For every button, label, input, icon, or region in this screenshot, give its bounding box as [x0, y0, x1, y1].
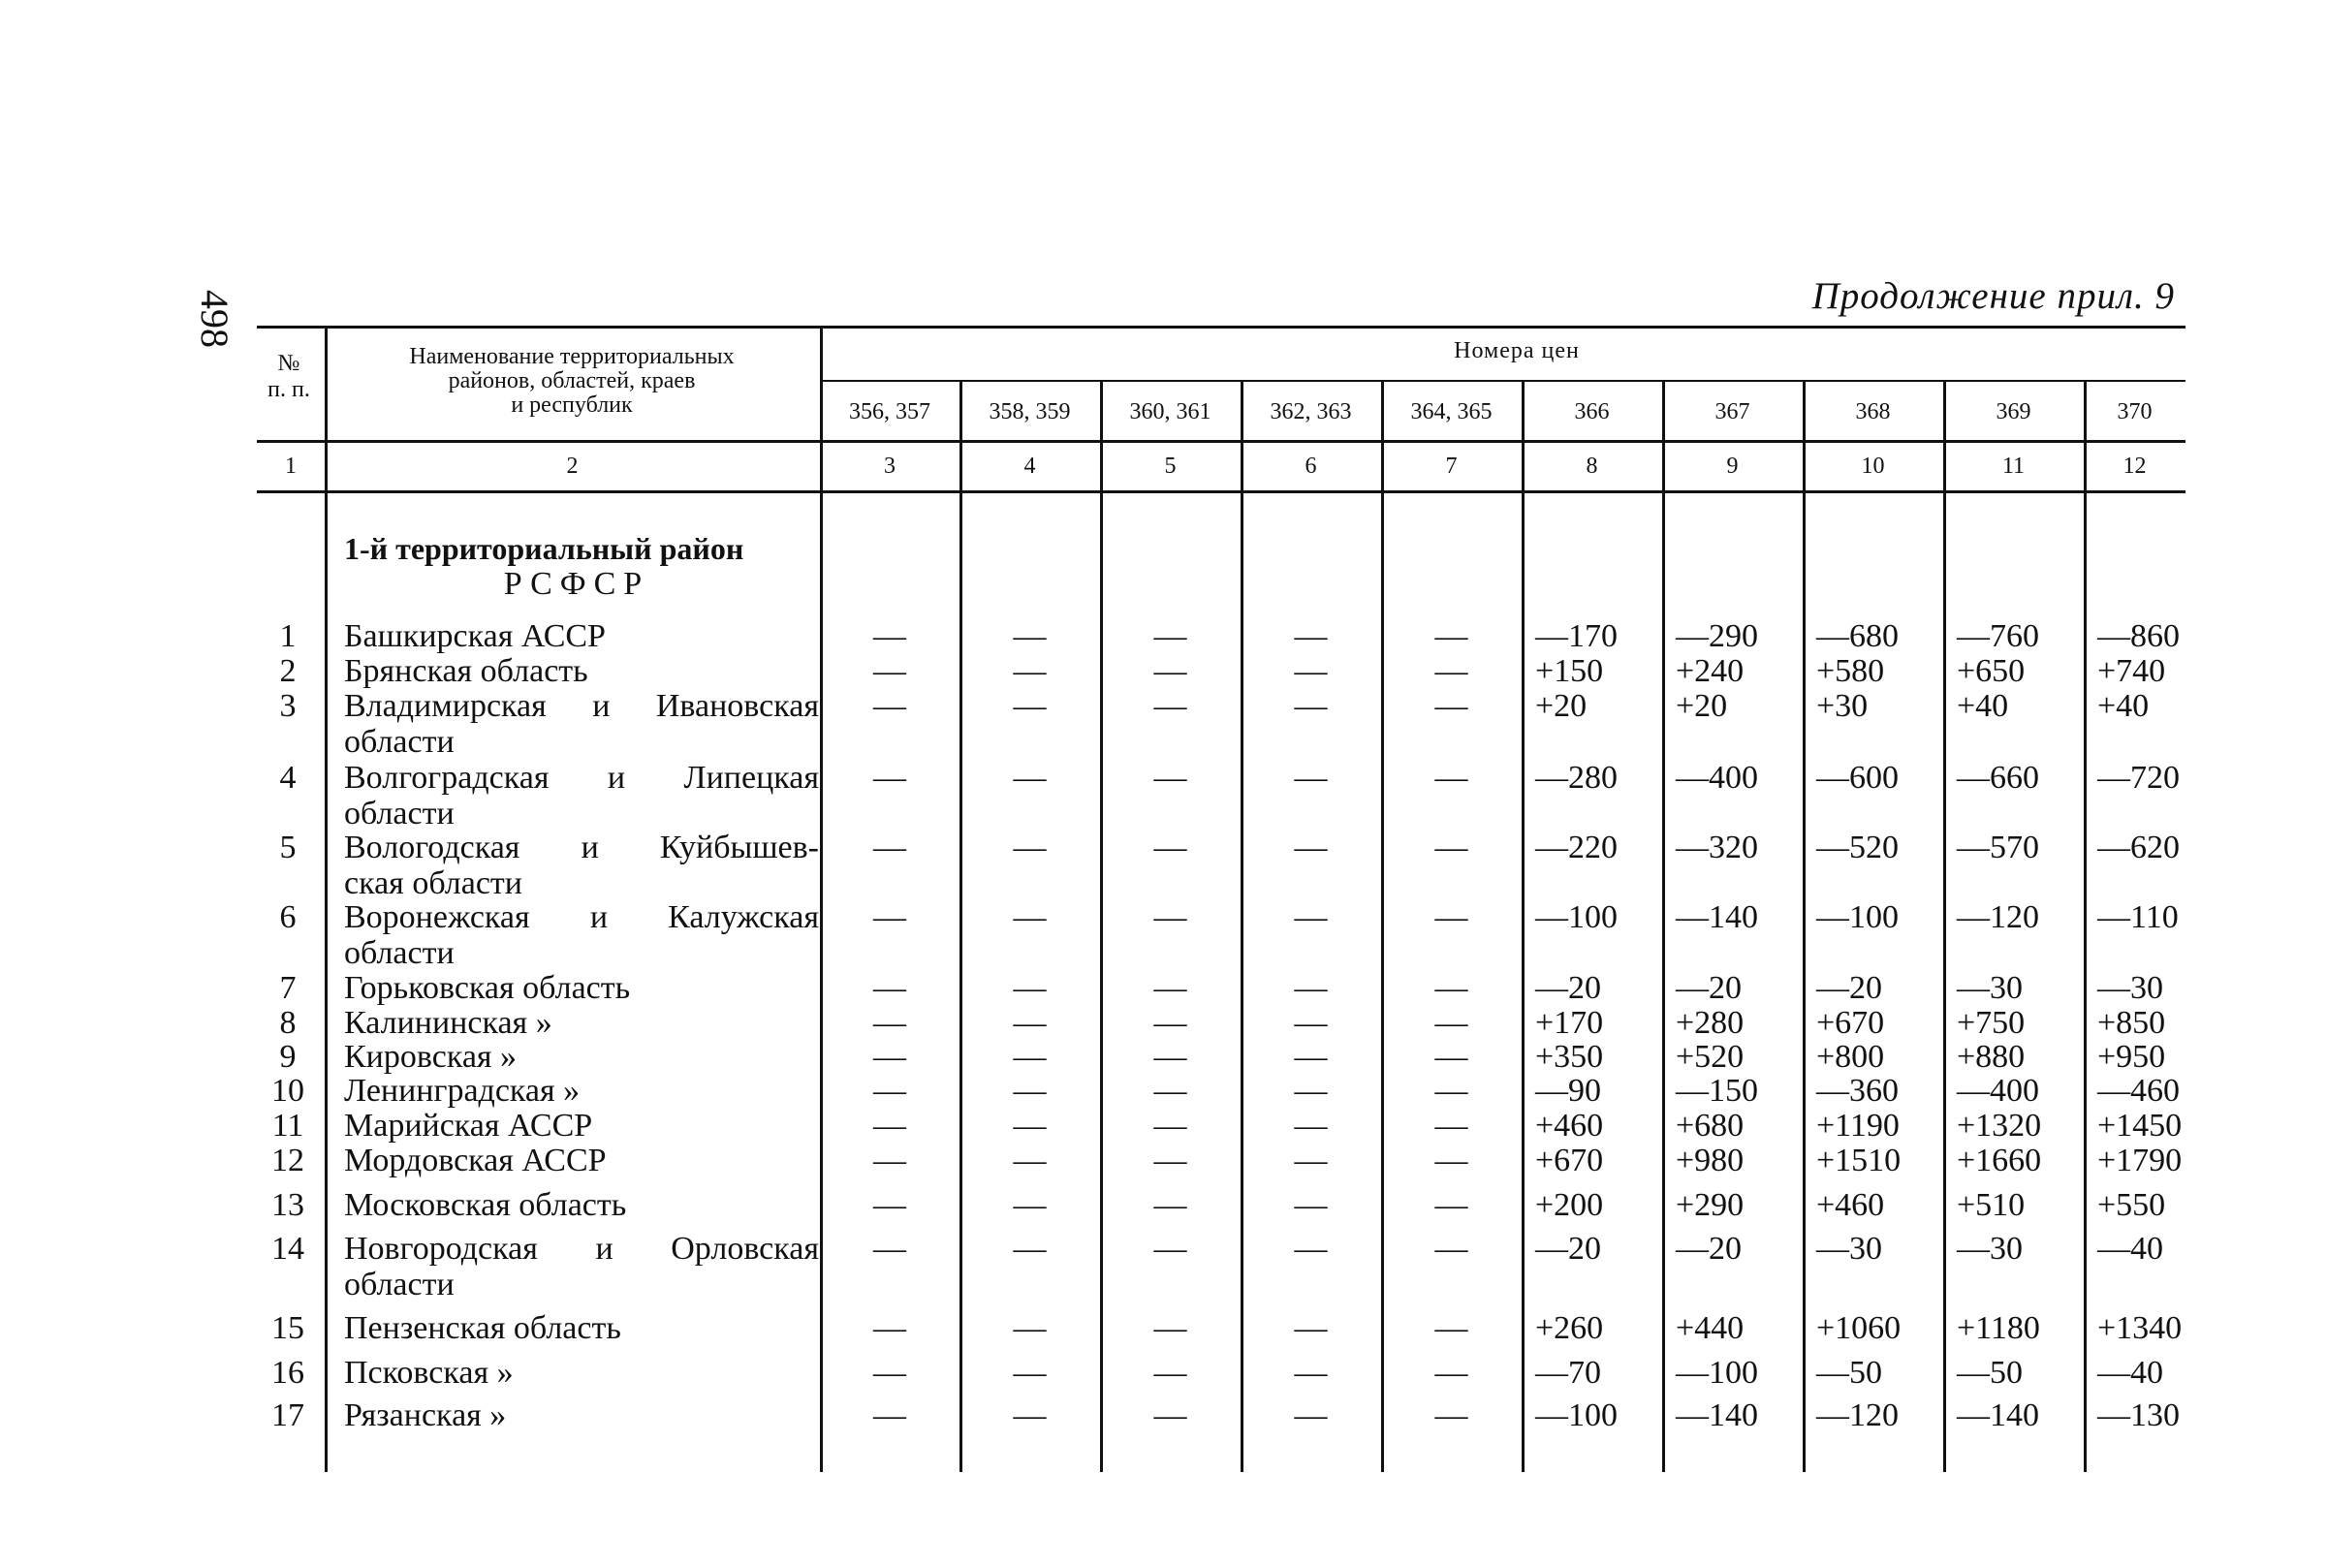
empty-dash: — — [873, 899, 906, 935]
empty-dash: — — [873, 1143, 906, 1178]
empty-dash: — — [1294, 899, 1328, 935]
region-name: Новгородская и Орловская области — [344, 1231, 819, 1302]
column-number: 3 — [884, 454, 896, 479]
region-name: Московская область — [344, 1187, 627, 1223]
empty-dash: — — [1013, 830, 1047, 865]
empty-dash: — — [873, 970, 906, 1006]
price-value: —100 — [1535, 1397, 1618, 1433]
price-value: +290 — [1676, 1187, 1745, 1223]
row-number: 9 — [279, 1039, 297, 1075]
region-name: Вологодская и Куйбышев- ская области — [344, 830, 819, 901]
price-value: —120 — [1957, 899, 2039, 935]
price-value: +950 — [2097, 1039, 2166, 1075]
empty-dash: — — [1013, 1231, 1047, 1267]
empty-dash: — — [1013, 1397, 1047, 1433]
empty-dash: — — [1013, 1005, 1047, 1041]
price-value: +1320 — [1957, 1108, 2042, 1144]
price-value: +880 — [1957, 1039, 2026, 1075]
empty-dash: — — [1294, 688, 1328, 724]
price-value: +260 — [1535, 1310, 1604, 1346]
price-value: +40 — [2097, 688, 2150, 724]
row-number: 8 — [279, 1005, 297, 1041]
empty-dash: — — [1434, 1187, 1468, 1223]
price-value: —170 — [1535, 618, 1618, 654]
price-value: —40 — [2097, 1231, 2163, 1267]
empty-dash: — — [1013, 1187, 1047, 1223]
price-value: —20 — [1676, 970, 1742, 1006]
price-value: +150 — [1535, 653, 1604, 689]
column-number: 9 — [1726, 454, 1739, 479]
price-value: +850 — [2097, 1005, 2166, 1041]
empty-dash: — — [1153, 653, 1187, 689]
empty-dash: — — [1434, 1005, 1468, 1041]
price-value: —400 — [1676, 760, 1758, 796]
price-value: —30 — [1816, 1231, 1882, 1267]
row-number: 17 — [271, 1397, 304, 1433]
price-value: —20 — [1535, 970, 1601, 1006]
price-value: —130 — [2097, 1397, 2180, 1433]
price-value: +1790 — [2097, 1143, 2183, 1178]
empty-dash: — — [1294, 1108, 1328, 1144]
price-value: —460 — [2097, 1073, 2180, 1109]
price-value: —110 — [2097, 899, 2179, 935]
empty-dash: — — [873, 1397, 906, 1433]
row-number: 1 — [279, 618, 297, 654]
price-value: +240 — [1676, 653, 1745, 689]
empty-dash: — — [1294, 1073, 1328, 1109]
price-value: —280 — [1535, 760, 1618, 796]
price-value: —360 — [1816, 1073, 1899, 1109]
empty-dash: — — [1153, 1039, 1187, 1075]
empty-dash: — — [1434, 1143, 1468, 1178]
price-col-header: 367 — [1714, 399, 1750, 424]
empty-dash: — — [1294, 1397, 1328, 1433]
empty-dash: — — [1434, 1108, 1468, 1144]
name-column-header: Наименование территориальных районов, областей, краев и республик — [409, 344, 735, 418]
empty-dash: — — [1434, 899, 1468, 935]
empty-dash: — — [1434, 653, 1468, 689]
price-col-header: 370 — [2117, 399, 2153, 424]
region-name: Калининская » — [344, 1005, 552, 1041]
empty-dash: — — [1294, 653, 1328, 689]
empty-dash: — — [1294, 830, 1328, 865]
empty-dash: — — [1434, 1397, 1468, 1433]
empty-dash: — — [1294, 760, 1328, 796]
row-number: 15 — [271, 1310, 304, 1346]
region-name: Рязанская » — [344, 1397, 507, 1433]
empty-dash: — — [1013, 1310, 1047, 1346]
region-name: Мордовская АССР — [344, 1143, 607, 1178]
empty-dash: — — [873, 1005, 906, 1041]
empty-dash: — — [1153, 1355, 1187, 1391]
price-value: +1660 — [1957, 1143, 2042, 1178]
price-col-header: 358, 359 — [989, 399, 1071, 424]
column-number: 11 — [2001, 454, 2026, 479]
price-value: —660 — [1957, 760, 2039, 796]
region-name: Марийская АССР — [344, 1108, 593, 1144]
row-number: 2 — [279, 653, 297, 689]
empty-dash: — — [1434, 1073, 1468, 1109]
empty-dash: — — [1434, 688, 1468, 724]
empty-dash: — — [1294, 1005, 1328, 1041]
price-value: +1450 — [2097, 1108, 2183, 1144]
price-value: —100 — [1676, 1355, 1758, 1391]
price-value: —30 — [2097, 970, 2163, 1006]
price-value: +980 — [1676, 1143, 1745, 1178]
row-number: 10 — [271, 1073, 304, 1109]
empty-dash: — — [1434, 618, 1468, 654]
region-name: Башкирская АССР — [344, 618, 606, 654]
price-col-header: 364, 365 — [1410, 399, 1493, 424]
empty-dash: — — [1153, 830, 1187, 865]
empty-dash: — — [873, 1310, 906, 1346]
column-number: 7 — [1445, 454, 1458, 479]
price-value: —620 — [2097, 830, 2180, 865]
empty-dash: — — [1153, 760, 1187, 796]
empty-dash: — — [1153, 1073, 1187, 1109]
empty-dash: — — [1294, 1355, 1328, 1391]
price-col-header: 356, 357 — [849, 399, 930, 424]
price-value: +170 — [1535, 1005, 1604, 1041]
row-number: 5 — [279, 830, 297, 865]
column-divider-1 — [325, 329, 328, 1472]
price-value: +580 — [1816, 653, 1885, 689]
price-value: —140 — [1676, 899, 1758, 935]
column-number: 6 — [1305, 454, 1317, 479]
row-number: 12 — [271, 1143, 304, 1178]
empty-dash: — — [1013, 899, 1047, 935]
empty-dash: — — [1013, 1073, 1047, 1109]
price-value: —860 — [2097, 618, 2180, 654]
price-value: —720 — [2097, 760, 2180, 796]
empty-dash: — — [1013, 1143, 1047, 1178]
price-value: +200 — [1535, 1187, 1604, 1223]
price-value: +670 — [1535, 1143, 1604, 1178]
price-value: +440 — [1676, 1310, 1745, 1346]
empty-dash: — — [1013, 760, 1047, 796]
price-value: +460 — [1816, 1187, 1885, 1223]
empty-dash: — — [1013, 1108, 1047, 1144]
empty-dash: — — [1294, 618, 1328, 654]
empty-dash: — — [1153, 1005, 1187, 1041]
table-top-rule — [257, 326, 2185, 329]
region-name: Воронежская и Калужская области — [344, 899, 819, 971]
row-number: 13 — [271, 1187, 304, 1223]
row-number: 16 — [271, 1355, 304, 1391]
region-name: Ленинградская » — [344, 1073, 581, 1109]
row-number: 14 — [271, 1231, 304, 1267]
column-number: 8 — [1586, 454, 1598, 479]
empty-dash: — — [1153, 970, 1187, 1006]
empty-dash: — — [1294, 1143, 1328, 1178]
price-value: —290 — [1676, 618, 1758, 654]
price-value: +750 — [1957, 1005, 2026, 1041]
price-value: +740 — [2097, 653, 2166, 689]
column-number: 2 — [566, 454, 579, 479]
section-title: 1-й территориальный район — [344, 531, 744, 566]
price-value: +20 — [1535, 688, 1588, 724]
row-number: 3 — [279, 688, 297, 724]
price-value: —680 — [1816, 618, 1899, 654]
page-number: 498 — [193, 290, 236, 348]
empty-dash: — — [873, 653, 906, 689]
empty-dash: — — [1294, 1231, 1328, 1267]
price-value: +40 — [1957, 688, 2009, 724]
price-value: +460 — [1535, 1108, 1604, 1144]
column-divider-10 — [1943, 380, 1946, 1472]
empty-dash: — — [873, 618, 906, 654]
prices-header: Номера цен — [1454, 338, 1580, 363]
empty-dash: — — [1013, 1039, 1047, 1075]
price-value: —50 — [1957, 1355, 2023, 1391]
price-value: —320 — [1676, 830, 1758, 865]
empty-dash: — — [873, 1355, 906, 1391]
price-value: —520 — [1816, 830, 1899, 865]
price-value: —100 — [1535, 899, 1618, 935]
price-value: —20 — [1535, 1231, 1601, 1267]
empty-dash: — — [1434, 1039, 1468, 1075]
empty-dash: — — [1153, 899, 1187, 935]
empty-dash: — — [1294, 1039, 1328, 1075]
region-name: Горьковская область — [344, 970, 631, 1006]
price-value: +520 — [1676, 1039, 1745, 1075]
header-bottom-rule — [257, 440, 2185, 443]
empty-dash: — — [1153, 1108, 1187, 1144]
empty-dash: — — [1153, 1143, 1187, 1178]
price-value: —20 — [1816, 970, 1882, 1006]
empty-dash: — — [873, 1231, 906, 1267]
empty-dash: — — [1013, 618, 1047, 654]
price-value: +1510 — [1816, 1143, 1902, 1178]
empty-dash: — — [873, 1187, 906, 1223]
price-value: —400 — [1957, 1073, 2039, 1109]
column-divider-4 — [1100, 380, 1103, 1472]
column-number: 12 — [2123, 454, 2147, 479]
region-name: Брянская область — [344, 653, 588, 689]
price-value: +1190 — [1816, 1108, 1900, 1144]
empty-dash: — — [1434, 970, 1468, 1006]
price-value: +20 — [1676, 688, 1728, 724]
price-value: —760 — [1957, 618, 2039, 654]
colnum-bottom-rule — [257, 490, 2185, 493]
column-divider-8 — [1662, 380, 1665, 1472]
region-name: Пензенская область — [344, 1310, 621, 1346]
column-divider-3 — [959, 380, 962, 1472]
column-divider-2 — [820, 329, 823, 1472]
price-value: —120 — [1816, 1397, 1899, 1433]
price-value: —140 — [1957, 1397, 2039, 1433]
row-number: 11 — [271, 1108, 304, 1144]
empty-dash: — — [873, 760, 906, 796]
price-value: —30 — [1957, 1231, 2023, 1267]
empty-dash: — — [1153, 688, 1187, 724]
empty-dash: — — [1153, 1397, 1187, 1433]
price-col-header: 362, 363 — [1270, 399, 1352, 424]
price-value: —90 — [1535, 1073, 1601, 1109]
price-value: +1180 — [1957, 1310, 2040, 1346]
section-subtitle: РСФСР — [503, 566, 650, 602]
price-value: +1340 — [2097, 1310, 2183, 1346]
region-name: Волгоградская и Липецкая области — [344, 760, 819, 831]
column-number: 4 — [1023, 454, 1036, 479]
empty-dash: — — [1153, 1231, 1187, 1267]
empty-dash: — — [1434, 830, 1468, 865]
column-divider-11 — [2084, 380, 2087, 1472]
continuation-caption: Продолжение прил. 9 — [1811, 275, 2175, 317]
prices-sub-rule — [820, 380, 2185, 382]
price-value: —40 — [2097, 1355, 2163, 1391]
column-divider-7 — [1522, 380, 1525, 1472]
empty-dash: — — [1434, 1231, 1468, 1267]
empty-dash: — — [873, 1039, 906, 1075]
empty-dash: — — [1294, 1187, 1328, 1223]
price-value: —70 — [1535, 1355, 1601, 1391]
column-number: 10 — [1861, 454, 1885, 479]
empty-dash: — — [873, 1073, 906, 1109]
empty-dash: — — [1294, 1310, 1328, 1346]
empty-dash: — — [1434, 1310, 1468, 1346]
price-value: +550 — [2097, 1187, 2166, 1223]
column-divider-6 — [1381, 380, 1384, 1472]
column-divider-5 — [1241, 380, 1243, 1472]
region-name: Кировская » — [344, 1039, 518, 1075]
empty-dash: — — [873, 830, 906, 865]
empty-dash: — — [1294, 970, 1328, 1006]
price-value: +350 — [1535, 1039, 1604, 1075]
price-value: +800 — [1816, 1039, 1885, 1075]
price-value: —150 — [1676, 1073, 1758, 1109]
row-number: 4 — [279, 760, 297, 796]
empty-dash: — — [1153, 1310, 1187, 1346]
price-value: +670 — [1816, 1005, 1885, 1041]
price-value: +30 — [1816, 688, 1869, 724]
empty-dash: — — [1434, 760, 1468, 796]
price-value: —140 — [1676, 1397, 1758, 1433]
price-value: +680 — [1676, 1108, 1745, 1144]
price-value: +650 — [1957, 653, 2026, 689]
empty-dash: — — [1153, 618, 1187, 654]
price-col-header: 368 — [1855, 399, 1891, 424]
empty-dash: — — [1013, 1355, 1047, 1391]
price-value: +510 — [1957, 1187, 2026, 1223]
price-value: —20 — [1676, 1231, 1742, 1267]
price-value: —600 — [1816, 760, 1899, 796]
price-value: —570 — [1957, 830, 2039, 865]
empty-dash: — — [1434, 1355, 1468, 1391]
empty-dash: — — [1153, 1187, 1187, 1223]
row-number: 7 — [279, 970, 297, 1006]
column-number: 5 — [1164, 454, 1177, 479]
empty-dash: — — [1013, 653, 1047, 689]
empty-dash: — — [873, 688, 906, 724]
empty-dash: — — [1013, 970, 1047, 1006]
row-number: 6 — [279, 899, 297, 935]
price-value: +1060 — [1816, 1310, 1902, 1346]
region-name: Владимирская и Ивановская области — [344, 688, 819, 760]
column-number: 1 — [285, 454, 297, 479]
price-col-header: 366 — [1574, 399, 1610, 424]
price-value: +280 — [1676, 1005, 1745, 1041]
empty-dash: — — [873, 1108, 906, 1144]
column-divider-9 — [1803, 380, 1806, 1472]
no-label: № п. п. — [267, 351, 310, 402]
empty-dash: — — [1013, 688, 1047, 724]
price-col-header: 369 — [1996, 399, 2031, 424]
price-col-header: 360, 361 — [1129, 399, 1211, 424]
price-value: —50 — [1816, 1355, 1882, 1391]
price-value: —100 — [1816, 899, 1899, 935]
region-name: Псковская » — [344, 1355, 514, 1391]
price-value: —30 — [1957, 970, 2023, 1006]
price-value: —220 — [1535, 830, 1618, 865]
